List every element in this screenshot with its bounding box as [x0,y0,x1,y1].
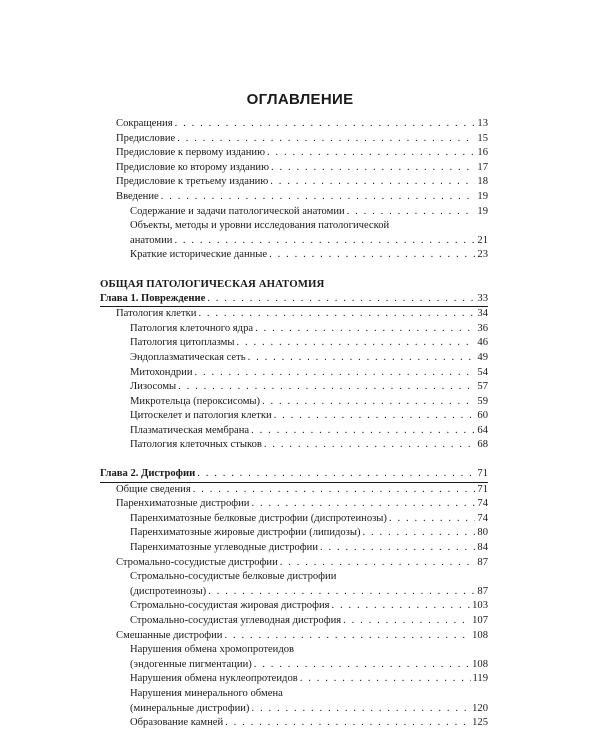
toc-page-number: 21 [477,234,488,246]
table-of-contents [100,117,488,731]
leader-dots [248,351,476,366]
leader-dots [270,175,475,190]
toc-entry-label-line1: Объекты, методы и уровни исследования патологической [130,220,390,232]
toc-entry-nucleus[interactable] [116,322,488,337]
toc-entry-label: Паренхиматозные жировые дистрофии (липидозы) [130,527,361,539]
page-title: ОГЛАВЛЕНИЕ [246,91,354,108]
leader-dots [207,292,475,307]
toc-page-number: 68 [477,439,488,451]
toc-entry-label: Патология клетки [116,308,197,320]
leader-dots [161,190,476,205]
toc-entry-label: Общие сведения [116,483,191,495]
leader-dots [198,307,475,322]
toc-entry-chromoproteins[interactable] [116,643,488,672]
toc-page-number: 125 [472,717,488,729]
leader-dots [347,205,476,220]
toc-chapter-2[interactable] [100,467,488,483]
toc-entry-abbreviations[interactable] [116,117,488,132]
toc-entry-nucleoproteins[interactable] [116,672,488,687]
toc-page-number: 18 [477,176,488,188]
leader-dots [300,672,471,687]
toc-entry-preface[interactable] [116,132,488,147]
toc-entry-history[interactable] [116,248,488,263]
leader-dots [178,380,475,395]
leader-dots [224,629,470,644]
toc-entry-introduction[interactable] [116,190,488,205]
toc-page-number: 19 [477,205,488,217]
toc-page-number: 23 [477,249,488,261]
leader-dots [332,599,471,614]
toc-page-number: 87 [477,556,488,568]
toc-page-number: 34 [477,308,488,320]
leader-dots [236,336,475,351]
leader-dots [255,322,475,337]
leader-dots [274,409,476,424]
toc-entry-cytoskeleton[interactable] [116,409,488,424]
spacer [116,263,488,277]
toc-entry-label-line2: (минеральные дистрофии) [130,702,250,714]
toc-entry-general[interactable] [116,483,488,498]
leader-dots [343,614,470,629]
toc-page-number: 15 [477,132,488,144]
leader-dots [251,702,470,717]
toc-entry-label: Митохондрии [130,366,193,378]
toc-entry-er[interactable] [116,351,488,366]
toc-page-number: 108 [472,629,488,641]
toc-page-number: 13 [477,118,488,129]
toc-entry-label: Микротельца (пероксисомы) [130,395,261,407]
toc-chapter-label: Глава 2. Дистрофии [100,468,196,480]
toc-entry-label: Сокращения [116,118,173,129]
toc-page-number: 57 [477,381,488,393]
leader-dots [320,541,475,556]
toc-chapter-1[interactable] [100,292,488,308]
leader-dots [363,526,476,541]
toc-entry-cell-pathology[interactable] [116,307,488,322]
toc-page-number: 33 [477,292,488,304]
leader-dots [177,132,475,147]
toc-page-number: 64 [477,424,488,436]
section-title: ОБЩАЯ ПАТОЛОГИЧЕСКАЯ АНАТОМИЯ [100,277,325,290]
toc-entry-label: Предисловие к третьему изданию [116,176,269,188]
toc-entry-label: Стромально-сосудистые дистрофии [116,556,278,568]
toc-entry-preface-second[interactable] [116,161,488,176]
toc-chapter-label: Глава 1. Повреждение [100,292,206,304]
toc-entry-label-line1: Нарушения минерального обмена [130,687,283,699]
toc-entry-label: Стромально-сосудистая углеводная дистрофия [130,615,342,626]
leader-dots [264,438,475,453]
toc-entry-label-line1: Нарушения обмена хромопротеидов [130,644,295,656]
toc-entry-label: Паренхиматозные белковые дистрофии (диспротеинозы) [130,512,387,524]
toc-entry-peroxisomes[interactable] [116,395,488,410]
leader-dots [271,161,475,176]
toc-entry-label-line2: (диспротеинозы) [130,585,207,597]
toc-entry-label: Патология клеточного ядра [130,322,254,334]
toc-entry-preface-third[interactable] [116,175,488,190]
toc-entry-label: Стромально-сосудистая жировая дистрофия [130,600,330,612]
toc-page-number: 71 [477,468,488,480]
toc-entry-label: Плазматическая мембрана [130,424,250,436]
toc-entry-mitochondria[interactable] [116,366,488,381]
toc-page-number: 19 [477,190,488,202]
toc-entry-objects-methods[interactable] [116,219,488,248]
leader-dots [254,658,470,673]
toc-page-number: 16 [477,147,488,159]
toc-entry-stromal-protein[interactable] [116,570,488,599]
toc-entry-label: Предисловие [116,132,176,144]
leader-dots [267,146,475,161]
toc-entry-parenchymal-fat[interactable] [116,526,488,541]
toc-page-number: 74 [477,512,488,524]
leader-dots [208,585,475,600]
toc-entry-label: Предисловие к первому изданию [116,147,266,159]
toc-entry-plasma-membrane[interactable] [116,424,488,439]
toc-entry-label: Паренхиматозные углеводные дистрофии [130,542,319,554]
toc-entry-label: Эндоплазматическая сеть [130,351,246,363]
toc-entry-stromal[interactable] [116,556,488,571]
leader-dots [280,556,476,571]
toc-entry-cytoplasm[interactable] [116,336,488,351]
leader-dots [195,366,476,381]
toc-entry-label: Лизосомы [130,381,177,393]
toc-entry-label-line1: Стромально-сосудистые белковые дистрофии [130,571,337,583]
toc-page-number: 54 [477,366,488,378]
leader-dots [269,248,475,263]
leader-dots [197,467,475,482]
toc-page-number: 46 [477,337,488,349]
toc-entry-label: Нарушения обмена нуклеопротеидов [130,673,298,685]
toc-page-number: 17 [477,161,488,173]
toc-entry-stones[interactable] [116,716,488,731]
toc-entry-label: Патология цитоплазмы [130,337,235,349]
toc-entry-label-line2: анатомии [130,234,173,246]
toc-entry-label: Образование камней [130,717,224,729]
toc-entry-label: Содержание и задачи патологической анатомии [130,205,345,217]
spacer [116,453,488,467]
toc-entry-label-line2: (эндогенные пигментации) [130,658,252,670]
toc-page-number: 49 [477,351,488,363]
toc-entry-parenchymal-protein[interactable] [116,512,488,527]
toc-page-number: 74 [477,498,488,510]
leader-dots [175,117,476,132]
toc-entry-label: Паренхиматозные дистрофии [116,498,250,510]
toc-page-number: 120 [472,702,488,714]
toc-page-number: 108 [472,658,488,670]
toc-page-number: 107 [472,615,488,626]
toc-entry-mixed[interactable] [116,629,488,644]
leader-dots [225,716,470,731]
toc-entry-stromal-carb[interactable] [116,614,488,629]
toc-entry-label: Введение [116,190,159,202]
toc-entry-label: Смешанные дистрофии [116,629,223,641]
toc-page-number: 87 [477,585,488,597]
toc-page-number: 103 [472,600,488,612]
toc-entry-preface-first[interactable] [116,146,488,161]
leader-dots [389,512,475,527]
leader-dots [251,497,475,512]
toc-page-number: 71 [477,483,488,495]
toc-page-number: 119 [472,673,488,685]
toc-page-number: 84 [477,542,488,554]
toc-entry-label: Предисловие ко второму изданию [116,161,270,173]
leader-dots [193,483,476,498]
toc-entry-content-tasks[interactable] [116,205,488,220]
toc-entry-label: Краткие исторические данные [130,249,268,261]
leader-dots [262,395,475,410]
toc-entry-label: Цитоскелет и патология клетки [130,410,272,422]
leader-dots [174,234,475,249]
toc-entry-label: Патология клеточных стыков [130,439,262,451]
toc-page-number: 80 [477,527,488,539]
toc-entry-stromal-fat[interactable] [116,599,488,614]
toc-entry-parenchymal-carb[interactable] [116,541,488,556]
toc-entry-mineral[interactable] [116,687,488,716]
toc-page-number: 59 [477,395,488,407]
toc-page-number: 36 [477,322,488,334]
leader-dots [251,424,475,439]
toc-entry-lysosomes[interactable] [116,380,488,395]
toc-entry-parenchymal[interactable] [116,497,488,512]
toc-entry-cell-junctions[interactable] [116,438,488,453]
toc-page-number: 60 [477,410,488,422]
